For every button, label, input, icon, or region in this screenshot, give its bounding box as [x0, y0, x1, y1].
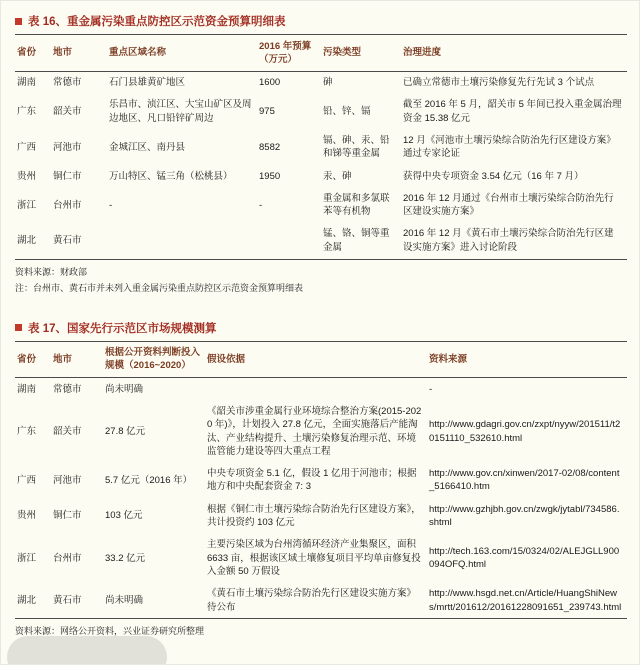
table17	[15, 341, 627, 620]
table16-note: 注：台州市、黄石市并未列入重金属污染重点防控区示范资金预算明细表	[15, 282, 304, 293]
table-cell: 金城江区、南丹县	[109, 141, 186, 153]
table-cell: 锰、铬、铜等重金属	[323, 228, 390, 253]
table-cell: 12 月《河池市土壤污染综合防治先行区建设方案》通过专家论证	[403, 134, 616, 160]
table-row	[15, 378, 627, 401]
table-cell: http://tech.163.com/15/0324/02/ALEJGLL900094OFQ.html	[429, 545, 620, 571]
table-row	[15, 400, 627, 462]
table-cell: 已确立常德市土壤污染修复先行先试 3 个试点	[403, 77, 595, 89]
gray-watermark	[7, 636, 167, 665]
table-cell: 镉、砷、汞、铅和锑等重金属	[323, 134, 390, 160]
table16	[15, 34, 627, 260]
table-cell: 主要污染区域为台州湾循环经济产业集聚区，面积 6633 亩，根据该区域土壤修复项目平均单亩修复投入金额 50 万假设	[207, 539, 421, 577]
table-cell: 石门县雄黄矿地区	[109, 77, 186, 89]
table-cell: http://www.gzhjbh.gov.cn/zwgk/jytabl/734586.shtml	[429, 503, 620, 529]
column-header: 假设依据	[207, 353, 246, 365]
table-cell: -	[259, 199, 263, 211]
table-cell: 砷	[323, 77, 333, 89]
column-header: 治理进度	[403, 47, 442, 59]
table-cell: 常德市	[53, 383, 82, 395]
table17-title	[15, 320, 625, 336]
table17-section	[15, 320, 625, 638]
table-cell: 铜仁市	[53, 510, 82, 522]
table-cell: 湖南	[17, 77, 37, 89]
column-header: 资料来源	[429, 353, 468, 365]
table-cell: 铜仁市	[53, 170, 82, 182]
table-cell: 尚未明确	[105, 383, 144, 395]
table-cell: 韶关市	[53, 425, 82, 437]
table-cell: 1600	[259, 77, 281, 89]
table-cell: 27.8 亿元	[105, 425, 146, 437]
column-header: 地市	[53, 353, 73, 365]
column-header: 重点区域名称	[109, 47, 167, 59]
table-cell: 广西	[17, 474, 37, 486]
table-cell: 湖南	[17, 383, 37, 395]
table-cell: 重金属和多氯联苯等有机物	[323, 192, 390, 218]
table-row	[15, 165, 627, 187]
table-cell: 5.7 亿元（2016 年）	[105, 474, 193, 486]
table-cell: 贵州	[17, 170, 37, 182]
table-cell: 汞、砷	[323, 170, 352, 182]
table17-header-row	[15, 341, 627, 378]
table16-source: 资料来源：财政部	[15, 266, 88, 277]
table16-header-row	[15, 35, 627, 72]
table-cell: 2016 年 12 月通过《台州市土壤污染综合防治先行区建设实施方案》	[403, 192, 614, 218]
table-cell: 33.2 亿元	[105, 552, 146, 564]
table-cell: 广西	[17, 141, 37, 153]
table-cell: 2016 年 12 月《黄石市土壤污染综合防治先行区建设实施方案》进入讨论阶段	[403, 228, 614, 253]
table-cell: 975	[259, 106, 275, 118]
table-row	[15, 583, 627, 619]
table-cell: 台州市	[53, 552, 82, 564]
table-cell: 湖北	[17, 235, 37, 247]
table-cell: 8582	[259, 141, 281, 153]
table-row	[15, 463, 627, 499]
table-cell: -	[109, 199, 113, 211]
table-cell	[257, 223, 321, 259]
table17-title-text: 表 17、国家先行示范区市场规模测算	[28, 322, 217, 335]
table-cell: 铅、锌、镉	[323, 106, 371, 118]
table-cell: 台州市	[53, 199, 82, 211]
table-cell: 河池市	[53, 474, 82, 486]
column-header: 省份	[17, 47, 37, 59]
table-cell: 103 亿元	[105, 510, 143, 522]
column-header: 根据公开资料判断投入规模（2016~2020）	[105, 347, 201, 372]
table-cell	[107, 223, 257, 259]
table16-title-text: 表 16、重金属污染重点防控区示范资金预算明细表	[28, 16, 286, 28]
table-cell: 《黄石市土壤污染综合防治先行区建设实施方案》待公布	[207, 588, 417, 613]
table-cell: 《韶关市涉重金属行业环境综合整治方案(2015-2020 年)》，计划投入 27.8 亿元，全面实施落后产能淘汰、产业结构提升、土壤污染修复治理示范、环境监管能力建设等四大重点工程	[207, 405, 422, 457]
table-row	[15, 534, 627, 583]
table-cell: 韶关市	[53, 106, 82, 118]
table-row	[15, 94, 627, 130]
table-cell: 广东	[17, 106, 37, 118]
table-cell: 贵州	[17, 510, 37, 522]
table-cell: 1950	[259, 170, 281, 182]
table-cell: 尚未明确	[105, 594, 144, 606]
table-row	[15, 129, 627, 165]
table-cell: 浙江	[17, 199, 37, 211]
table-cell: 黄石市	[53, 235, 82, 247]
table-row	[15, 498, 627, 534]
table-cell: 浙江	[17, 552, 37, 564]
table-cell: http://www.gov.cn/xinwen/2017-02/08/content_5166410.htm	[429, 468, 620, 493]
table-row	[15, 71, 627, 94]
table-cell: -	[429, 383, 433, 395]
table-cell: 乐昌市、浈江区、大宝山矿区及周边地区、凡口铅锌矿周边	[109, 99, 252, 124]
table17-source: 资料来源：网络公开资料，兴业证券研究所整理	[15, 626, 205, 637]
table-cell: http://www.hsgd.net.cn/Article/HuangShiNews/mrtt/201612/20161228091651_239743.html	[429, 588, 622, 613]
table16-section	[15, 13, 625, 294]
red-square-bullet-icon	[15, 18, 22, 25]
table-cell: 截至 2016 年 5 月，韶关市 5 年间已投入重金属治理资金 15.38 亿元	[403, 99, 622, 124]
table-cell: 广东	[17, 425, 37, 437]
table-cell: 万山特区、锰三角（松桃县）	[109, 170, 233, 182]
table-cell: 获得中央专项资金 3.54 亿元（16 年 7 月）	[403, 170, 584, 182]
table-cell: 常德市	[53, 77, 82, 89]
table-cell: 河池市	[53, 141, 82, 153]
table-cell: http://www.gdagri.gov.cn/zxpt/nyyw/201511/t20151110_532610.html	[429, 419, 621, 444]
red-square-bullet-icon	[15, 324, 22, 331]
table16-title	[15, 13, 625, 29]
table-cell: 根据《铜仁市土壤污染综合防治先行区建设方案》，共计投资约 103 亿元	[207, 503, 421, 529]
table-row	[15, 223, 627, 259]
table-row	[15, 187, 627, 223]
table-cell: 黄石市	[53, 594, 82, 606]
column-header: 省份	[17, 353, 37, 365]
column-header: 污染类型	[323, 47, 362, 59]
table-cell: 湖北	[17, 594, 37, 606]
table-cell	[205, 378, 427, 401]
table-cell: 中央专项资金 5.1 亿，假设 1 亿用于河池市；根据地方和中央配套资金 7: 3	[207, 468, 417, 493]
column-header: 2016 年预算（万元）	[259, 40, 312, 65]
column-header: 地市	[53, 47, 73, 59]
